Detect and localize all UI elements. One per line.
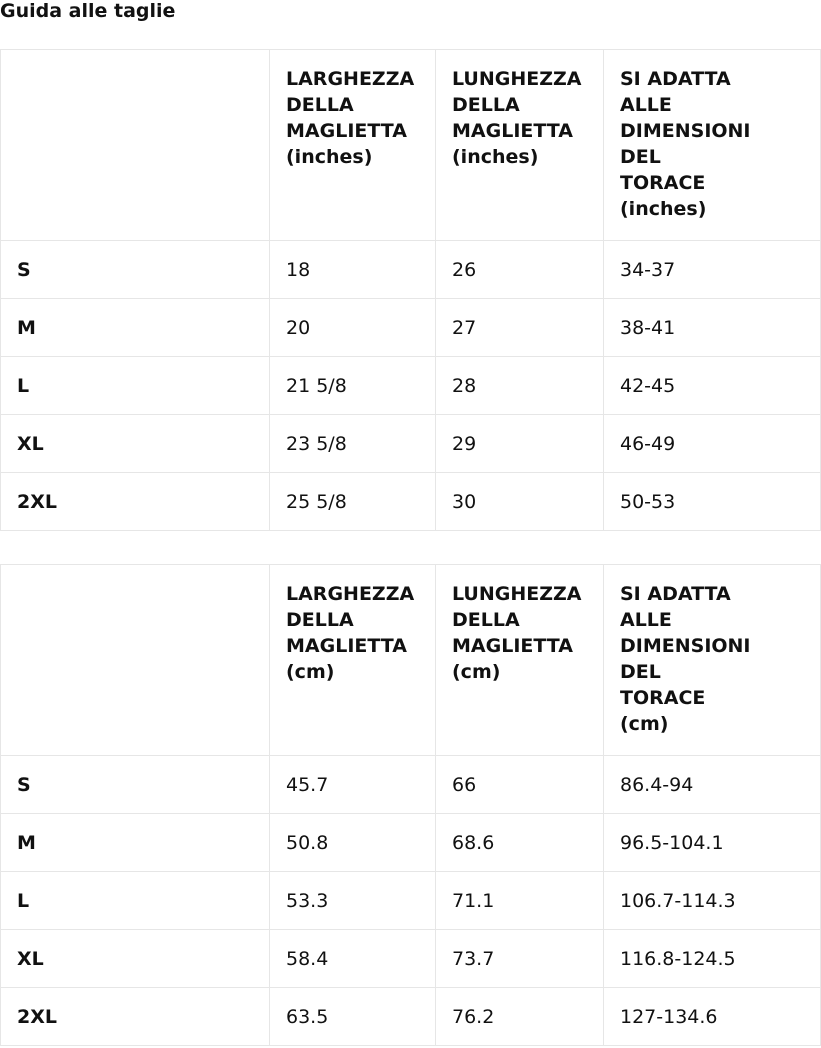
table-row bbox=[1, 299, 821, 357]
shirt-width-value: 50.8 bbox=[270, 814, 436, 872]
header-corner bbox=[1, 565, 270, 756]
table-row bbox=[1, 756, 821, 814]
size-table-inches bbox=[0, 49, 821, 531]
table-row bbox=[1, 473, 821, 531]
shirt-width-value: 21 5/8 bbox=[270, 357, 436, 415]
shirt-length-value: 28 bbox=[436, 357, 604, 415]
table-row bbox=[1, 357, 821, 415]
size-label: L bbox=[1, 872, 270, 930]
table-row bbox=[1, 814, 821, 872]
header-chest-size: SI ADATTA ALLE DIMENSIONI DEL TORACE (cm) bbox=[604, 565, 821, 756]
chest-size-value: 127-134.6 bbox=[604, 988, 821, 1046]
shirt-length-value: 68.6 bbox=[436, 814, 604, 872]
shirt-width-value: 20 bbox=[270, 299, 436, 357]
chest-size-value: 46-49 bbox=[604, 415, 821, 473]
table-header-row bbox=[1, 565, 821, 756]
size-label: S bbox=[1, 756, 270, 814]
chest-size-value: 34-37 bbox=[604, 241, 821, 299]
size-label: XL bbox=[1, 415, 270, 473]
size-label: 2XL bbox=[1, 473, 270, 531]
shirt-width-value: 18 bbox=[270, 241, 436, 299]
page-title: Guida alle taglie bbox=[0, 0, 176, 22]
size-label: M bbox=[1, 299, 270, 357]
header-shirt-width: LARGHEZZA DELLA MAGLIETTA (cm) bbox=[270, 565, 436, 756]
chest-size-value: 42-45 bbox=[604, 357, 821, 415]
shirt-length-value: 27 bbox=[436, 299, 604, 357]
shirt-width-value: 23 5/8 bbox=[270, 415, 436, 473]
chest-size-value: 96.5-104.1 bbox=[604, 814, 821, 872]
size-label: M bbox=[1, 814, 270, 872]
shirt-length-value: 66 bbox=[436, 756, 604, 814]
table-row bbox=[1, 415, 821, 473]
size-label: 2XL bbox=[1, 988, 270, 1046]
shirt-length-value: 30 bbox=[436, 473, 604, 531]
header-shirt-width: LARGHEZZA DELLA MAGLIETTA (inches) bbox=[270, 50, 436, 241]
header-shirt-length: LUNGHEZZA DELLA MAGLIETTA (inches) bbox=[436, 50, 604, 241]
shirt-width-value: 63.5 bbox=[270, 988, 436, 1046]
size-label: XL bbox=[1, 930, 270, 988]
chest-size-value: 50-53 bbox=[604, 473, 821, 531]
shirt-length-value: 71.1 bbox=[436, 872, 604, 930]
shirt-length-value: 73.7 bbox=[436, 930, 604, 988]
table-row bbox=[1, 241, 821, 299]
shirt-length-value: 76.2 bbox=[436, 988, 604, 1046]
header-chest-size: SI ADATTA ALLE DIMENSIONI DEL TORACE (inches) bbox=[604, 50, 821, 241]
chest-size-value: 86.4-94 bbox=[604, 756, 821, 814]
chest-size-value: 116.8-124.5 bbox=[604, 930, 821, 988]
shirt-length-value: 29 bbox=[436, 415, 604, 473]
table-header-row bbox=[1, 50, 821, 241]
size-table-cm bbox=[0, 564, 821, 1046]
size-label: L bbox=[1, 357, 270, 415]
shirt-width-value: 53.3 bbox=[270, 872, 436, 930]
size-label: S bbox=[1, 241, 270, 299]
table-row bbox=[1, 872, 821, 930]
shirt-width-value: 45.7 bbox=[270, 756, 436, 814]
table-row bbox=[1, 988, 821, 1046]
chest-size-value: 106.7-114.3 bbox=[604, 872, 821, 930]
shirt-width-value: 25 5/8 bbox=[270, 473, 436, 531]
header-shirt-length: LUNGHEZZA DELLA MAGLIETTA (cm) bbox=[436, 565, 604, 756]
chest-size-value: 38-41 bbox=[604, 299, 821, 357]
shirt-length-value: 26 bbox=[436, 241, 604, 299]
shirt-width-value: 58.4 bbox=[270, 930, 436, 988]
header-corner bbox=[1, 50, 270, 241]
table-row bbox=[1, 930, 821, 988]
